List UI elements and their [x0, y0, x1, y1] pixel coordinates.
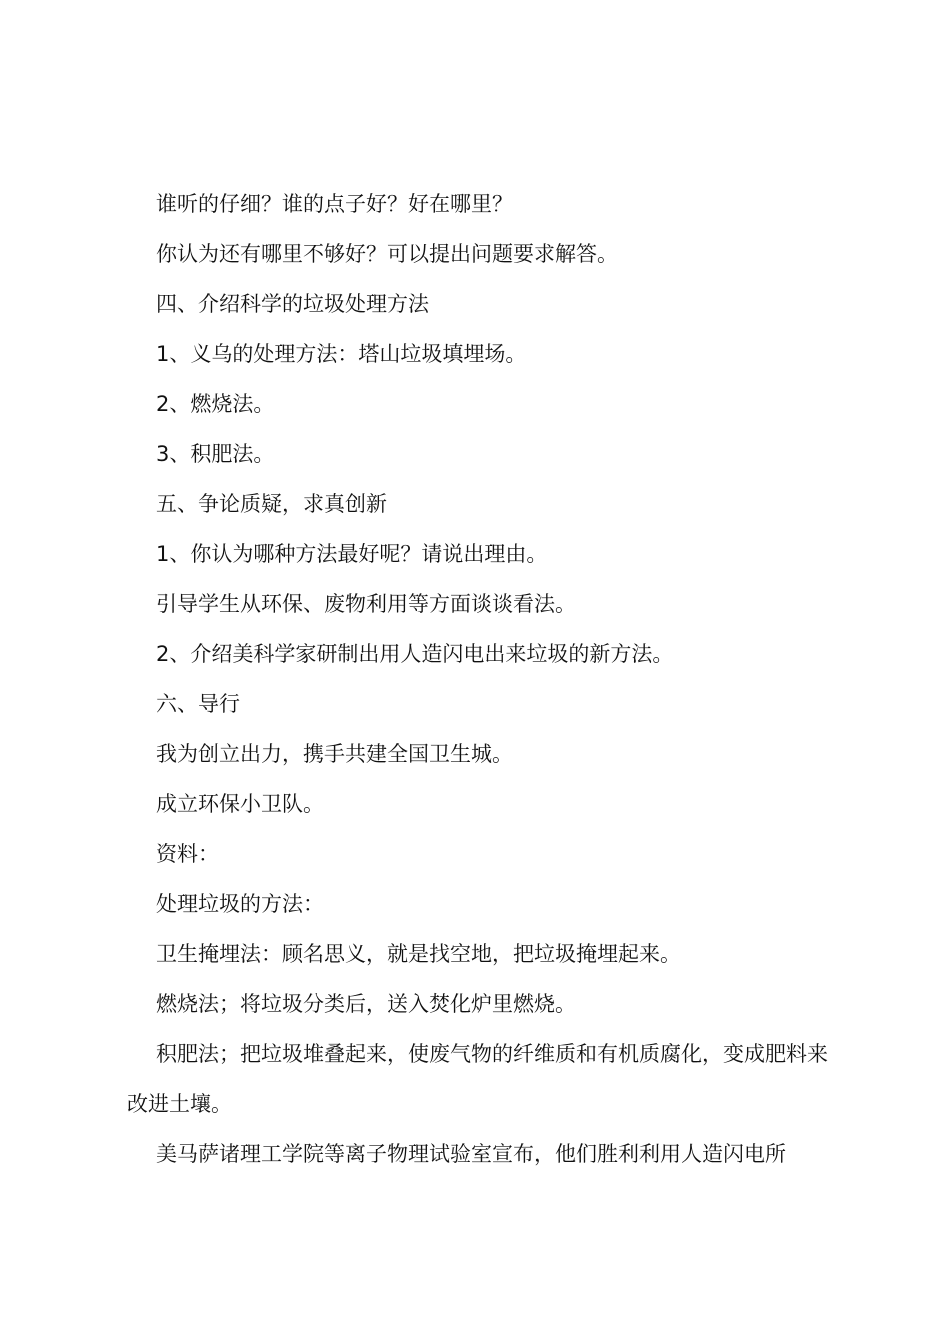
paragraph: 谁听的仔细？谁的点子好？好在哪里？ — [156, 192, 513, 216]
paragraph: 处理垃圾的方法： — [156, 892, 324, 916]
document-body — [127, 179, 837, 1179]
list-item: 3、积肥法。 — [156, 442, 275, 466]
paragraph: 引导学生从环保、废物利用等方面谈谈看法。 — [156, 592, 576, 616]
paragraph: 美马萨诸理工学院等离子物理试验室宣布，他们胜利利用人造闪电所 — [156, 1142, 786, 1166]
list-item: 2、燃烧法。 — [156, 392, 275, 416]
paragraph: 积肥法；把垃圾堆叠起来，使废气物的纤维质和有机质腐化，变成肥料来改进土壤。 — [127, 1042, 828, 1116]
paragraph: 成立环保小卫队。 — [156, 792, 324, 816]
paragraph: 燃烧法；将垃圾分类后，送入焚化炉里燃烧。 — [156, 992, 576, 1016]
paragraph: 你认为还有哪里不够好？可以提出问题要求解答。 — [156, 242, 618, 266]
paragraph: 我为创立出力，携手共建全国卫生城。 — [156, 742, 513, 766]
list-item: 1、你认为哪种方法最好呢？请说出理由。 — [156, 542, 548, 566]
list-item: 1、义乌的处理方法：塔山垃圾填埋场。 — [156, 342, 527, 366]
paragraph: 资料： — [156, 842, 219, 866]
paragraph: 卫生掩埋法：顾名思义，就是找空地，把垃圾掩埋起来。 — [156, 942, 681, 966]
section-heading: 五、争论质疑，求真创新 — [156, 492, 387, 516]
section-heading: 四、介绍科学的垃圾处理方法 — [156, 292, 429, 316]
list-item: 2、介绍美科学家研制出用人造闪电出来垃圾的新方法。 — [156, 642, 674, 666]
section-heading: 六、导行 — [156, 692, 240, 716]
